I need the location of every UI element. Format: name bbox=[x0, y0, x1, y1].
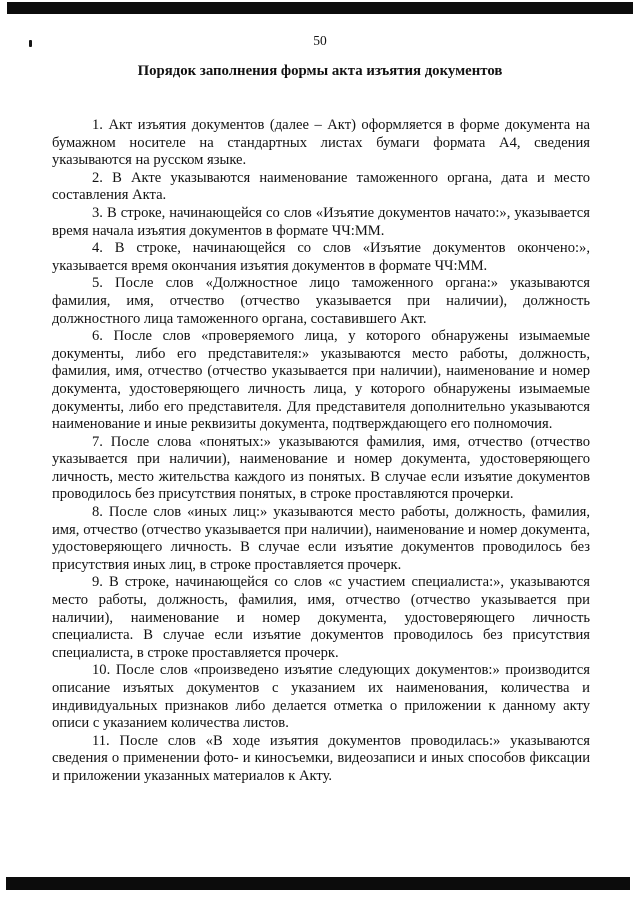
document-title: Порядок заполнения формы акта изъятия документов bbox=[137, 63, 503, 79]
paragraph-8: 8. После слов «иных лиц:» указываются место работы, должность, фамилия, имя, отчество (отчество указывается при наличии), наименование и номер документа, удостоверяющего личность. В случае если изъятие документов проводилось без присутствия иных лиц, в строке проставляется прочерк. bbox=[52, 504, 590, 573]
paragraph-7: 7. После слова «понятых:» указываются фамилия, имя, отчество (отчество указывается при наличии), наименование и номер документа, удостоверяющего личность, место жительства каждого из понятых. В случае если изъятие документов проводилось без присутствия понятых, в строке проставляются прочерки. bbox=[52, 433, 590, 503]
paragraph-1: 1. Акт изъятия документов (далее – Акт) оформляется в форме документа на бумажном носителе на стандартных листах бумаги формата А4, сведения указываются на русском языке. bbox=[52, 117, 590, 169]
page-number: 50 bbox=[313, 33, 327, 48]
paragraph-5: 5. После слов «Должностное лицо таможенного органа:» указываются фамилия, имя, отчество (отчество указывается при наличии), должность должностного лица таможенного органа, составившего Акт. bbox=[52, 275, 590, 327]
paragraph-3: 3. В строке, начинающейся со слов «Изъятие документов начато:», указывается время начала изъятия документов в формате ЧЧ:ММ. bbox=[52, 204, 590, 239]
document-body bbox=[52, 117, 590, 786]
paragraph-2: 2. В Акте указываются наименование таможенного органа, дата и место составления Акта. bbox=[52, 169, 590, 204]
paragraph-4: 4. В строке, начинающейся со слов «Изъятие документов окончено:», указывается время окончания изъятия документов в формате ЧЧ:ММ. bbox=[52, 240, 590, 274]
paragraph-6: 6. После слов «проверяемого лица, у которого обнаружены изымаемые документы, либо его представителя:» указываются место работы, должность, фамилия, имя, отчество (отчество указывается при наличии), наименование и номер документа, удостоверяющего личность лица, у которого обнаружены изымаемые документы, либо его представителя. Для представителя дополнительно указываются наименование и иные реквизиты документа, подтверждающего его полномочия. bbox=[52, 328, 590, 433]
scan-artifact-bottom-bar bbox=[6, 877, 630, 890]
paragraph-10: 10. После слов «произведено изъятие следующих документов:» производится описание изъятых документов с указанием их наименования, количества и индивидуальных признаков либо делается отметка о приложении к данному акту описи с указанием количества листов. bbox=[52, 662, 590, 732]
scan-artifact-top-bar bbox=[7, 2, 633, 14]
paragraph-11: 11. После слов «В ходе изъятия документов проводилась:» указываются сведения о применении фото- и киносъемки, видеозаписи и иных способов фиксации и приложении указанных материалов к Акту. bbox=[52, 732, 590, 784]
paragraph-9: 9. В строке, начинающейся со слов «с участием специалиста:», указываются место работы, должность, фамилия, имя, отчество (отчество указывается при наличии), наименование и номер документа, удостоверяющего личность специалиста. В случае если изъятие документов проводилось без присутствия специалиста, в строке проставляется прочерк. bbox=[52, 574, 590, 661]
scan-artifact-mark bbox=[29, 40, 32, 47]
